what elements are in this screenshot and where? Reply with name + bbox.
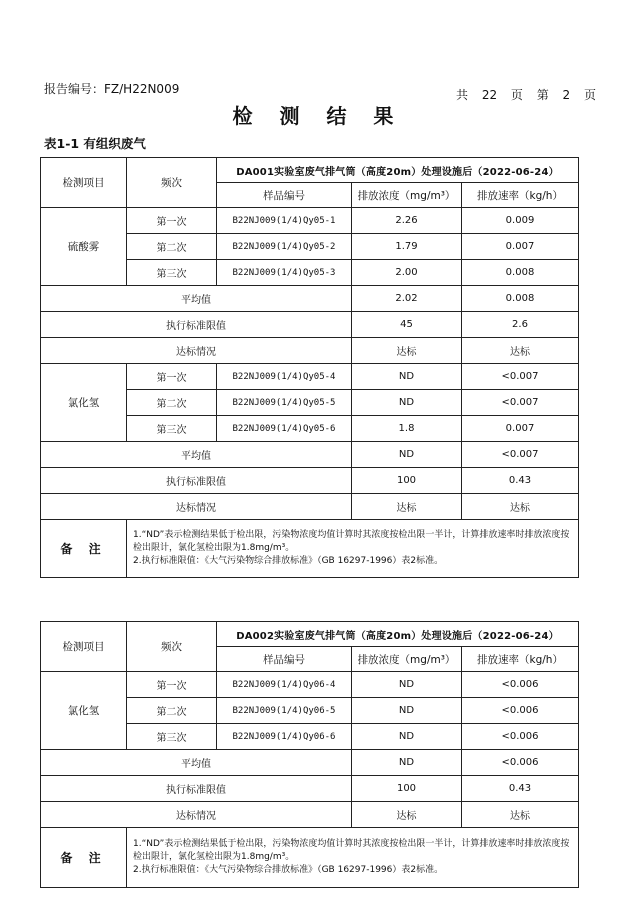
compliance-row bbox=[41, 494, 579, 520]
limit-concentration: 45 bbox=[352, 312, 462, 338]
table-header-row bbox=[41, 622, 579, 647]
remark-line: 1.“ND”表示检测结果低于检出限，污染物浓度均值计算时其浓度按检出限一半计，计算排放速率时排放浓度按检出限计，氯化氢检出限为1.8mg/m³。 bbox=[133, 530, 570, 553]
frequency-cell: 第二次 bbox=[127, 698, 217, 724]
remarks-label: 备 注 bbox=[41, 520, 127, 578]
average-label: 平均值 bbox=[41, 286, 352, 312]
item-name: 硫酸雾 bbox=[41, 208, 127, 286]
item-name: 氯化氢 bbox=[41, 364, 127, 442]
sample-id-cell: B22NJ009(1/4)Qy06-4 bbox=[217, 672, 352, 698]
limit-row bbox=[41, 776, 579, 802]
concentration-cell: ND bbox=[352, 364, 462, 390]
frequency-cell: 第一次 bbox=[127, 364, 217, 390]
compliance-label: 达标情况 bbox=[41, 802, 352, 828]
sample-id-cell: B22NJ009(1/4)Qy06-6 bbox=[217, 724, 352, 750]
average-row bbox=[41, 442, 579, 468]
rate-cell: 0.008 bbox=[462, 260, 579, 286]
col-header-item: 检测项目 bbox=[41, 622, 127, 672]
limit-row bbox=[41, 312, 579, 338]
col-header-concentration: 排放浓度（mg/m³） bbox=[352, 647, 462, 672]
sample-id-cell: B22NJ009(1/4)Qy05-4 bbox=[217, 364, 352, 390]
limit-concentration: 100 bbox=[352, 776, 462, 802]
frequency-cell: 第二次 bbox=[127, 390, 217, 416]
limit-label: 执行标准限值 bbox=[41, 468, 352, 494]
remarks-row bbox=[41, 520, 579, 578]
col-header-item: 检测项目 bbox=[41, 158, 127, 208]
facility-title: DA002实验室废气排气筒（高度20m）处理设施后（2022-06-24） bbox=[217, 622, 579, 647]
results-table-da002 bbox=[40, 621, 579, 888]
limit-rate: 0.43 bbox=[462, 468, 579, 494]
limit-label: 执行标准限值 bbox=[41, 776, 352, 802]
remarks-text bbox=[127, 828, 579, 888]
sample-id-cell: B22NJ009(1/4)Qy05-5 bbox=[217, 390, 352, 416]
limit-row bbox=[41, 468, 579, 494]
compliance-row bbox=[41, 338, 579, 364]
item-name: 氯化氢 bbox=[41, 672, 127, 750]
compliance-concentration: 达标 bbox=[352, 338, 462, 364]
sample-id-cell: B22NJ009(1/4)Qy05-1 bbox=[217, 208, 352, 234]
frequency-cell: 第一次 bbox=[127, 208, 217, 234]
results-table-da001 bbox=[40, 157, 579, 578]
average-row bbox=[41, 750, 579, 776]
concentration-cell: 2.00 bbox=[352, 260, 462, 286]
limit-concentration: 100 bbox=[352, 468, 462, 494]
page-counter: 共 22 页 第 2 页 bbox=[456, 88, 596, 102]
table-title: 表1-1 有组织废气 bbox=[44, 136, 146, 151]
rate-cell: 0.009 bbox=[462, 208, 579, 234]
col-header-rate: 排放速率（kg/h） bbox=[462, 183, 579, 208]
table-header-row bbox=[41, 158, 579, 183]
facility-title: DA001实验室废气排气筒（高度20m）处理设施后（2022-06-24） bbox=[217, 158, 579, 183]
col-header-sample: 样品编号 bbox=[217, 183, 352, 208]
compliance-rate: 达标 bbox=[462, 338, 579, 364]
compliance-concentration: 达标 bbox=[352, 802, 462, 828]
frequency-cell: 第一次 bbox=[127, 672, 217, 698]
limit-rate: 0.43 bbox=[462, 776, 579, 802]
concentration-cell: ND bbox=[352, 698, 462, 724]
compliance-label: 达标情况 bbox=[41, 494, 352, 520]
sample-id-cell: B22NJ009(1/4)Qy05-6 bbox=[217, 416, 352, 442]
sample-id-cell: B22NJ009(1/4)Qy05-3 bbox=[217, 260, 352, 286]
remark-line: 1.“ND”表示检测结果低于检出限，污染物浓度均值计算时其浓度按检出限一半计，计算排放速率时排放浓度按检出限计，氯化氢检出限为1.8mg/m³。 bbox=[133, 839, 570, 862]
rate-cell: <0.006 bbox=[462, 698, 579, 724]
average-concentration: ND bbox=[352, 750, 462, 776]
compliance-concentration: 达标 bbox=[352, 494, 462, 520]
average-concentration: 2.02 bbox=[352, 286, 462, 312]
sample-id-cell: B22NJ009(1/4)Qy06-5 bbox=[217, 698, 352, 724]
remark-line: 2.执行标准限值：《大气污染物综合排放标准》（GB 16297-1996）表2标准。 bbox=[133, 865, 444, 875]
col-header-concentration: 排放浓度（mg/m³） bbox=[352, 183, 462, 208]
compliance-label: 达标情况 bbox=[41, 338, 352, 364]
col-header-frequency: 频次 bbox=[127, 158, 217, 208]
rate-cell: <0.006 bbox=[462, 672, 579, 698]
average-label: 平均值 bbox=[41, 750, 352, 776]
average-concentration: ND bbox=[352, 442, 462, 468]
table-row bbox=[41, 672, 579, 698]
concentration-cell: ND bbox=[352, 724, 462, 750]
remark-line: 2.执行标准限值：《大气污染物综合排放标准》（GB 16297-1996）表2标准。 bbox=[133, 556, 444, 566]
rate-cell: <0.007 bbox=[462, 390, 579, 416]
concentration-cell: ND bbox=[352, 672, 462, 698]
frequency-cell: 第三次 bbox=[127, 416, 217, 442]
average-rate: <0.007 bbox=[462, 442, 579, 468]
remarks-label: 备 注 bbox=[41, 828, 127, 888]
frequency-cell: 第三次 bbox=[127, 724, 217, 750]
table-row bbox=[41, 208, 579, 234]
page-title: 检 测 结 果 bbox=[232, 104, 404, 128]
limit-label: 执行标准限值 bbox=[41, 312, 352, 338]
report-number: 报告编号：FZ/H22N009 bbox=[44, 82, 180, 96]
col-header-sample: 样品编号 bbox=[217, 647, 352, 672]
compliance-rate: 达标 bbox=[462, 494, 579, 520]
concentration-cell: 1.79 bbox=[352, 234, 462, 260]
rate-cell: 0.007 bbox=[462, 416, 579, 442]
remarks-row bbox=[41, 828, 579, 888]
col-header-frequency: 频次 bbox=[127, 622, 217, 672]
rate-cell: <0.007 bbox=[462, 364, 579, 390]
average-row bbox=[41, 286, 579, 312]
concentration-cell: 2.26 bbox=[352, 208, 462, 234]
compliance-rate: 达标 bbox=[462, 802, 579, 828]
concentration-cell: 1.8 bbox=[352, 416, 462, 442]
compliance-row bbox=[41, 802, 579, 828]
table-row bbox=[41, 364, 579, 390]
col-header-rate: 排放速率（kg/h） bbox=[462, 647, 579, 672]
limit-rate: 2.6 bbox=[462, 312, 579, 338]
frequency-cell: 第三次 bbox=[127, 260, 217, 286]
average-rate: 0.008 bbox=[462, 286, 579, 312]
rate-cell: 0.007 bbox=[462, 234, 579, 260]
frequency-cell: 第二次 bbox=[127, 234, 217, 260]
sample-id-cell: B22NJ009(1/4)Qy05-2 bbox=[217, 234, 352, 260]
remarks-text bbox=[127, 520, 579, 578]
average-label: 平均值 bbox=[41, 442, 352, 468]
concentration-cell: ND bbox=[352, 390, 462, 416]
rate-cell: <0.006 bbox=[462, 724, 579, 750]
average-rate: <0.006 bbox=[462, 750, 579, 776]
